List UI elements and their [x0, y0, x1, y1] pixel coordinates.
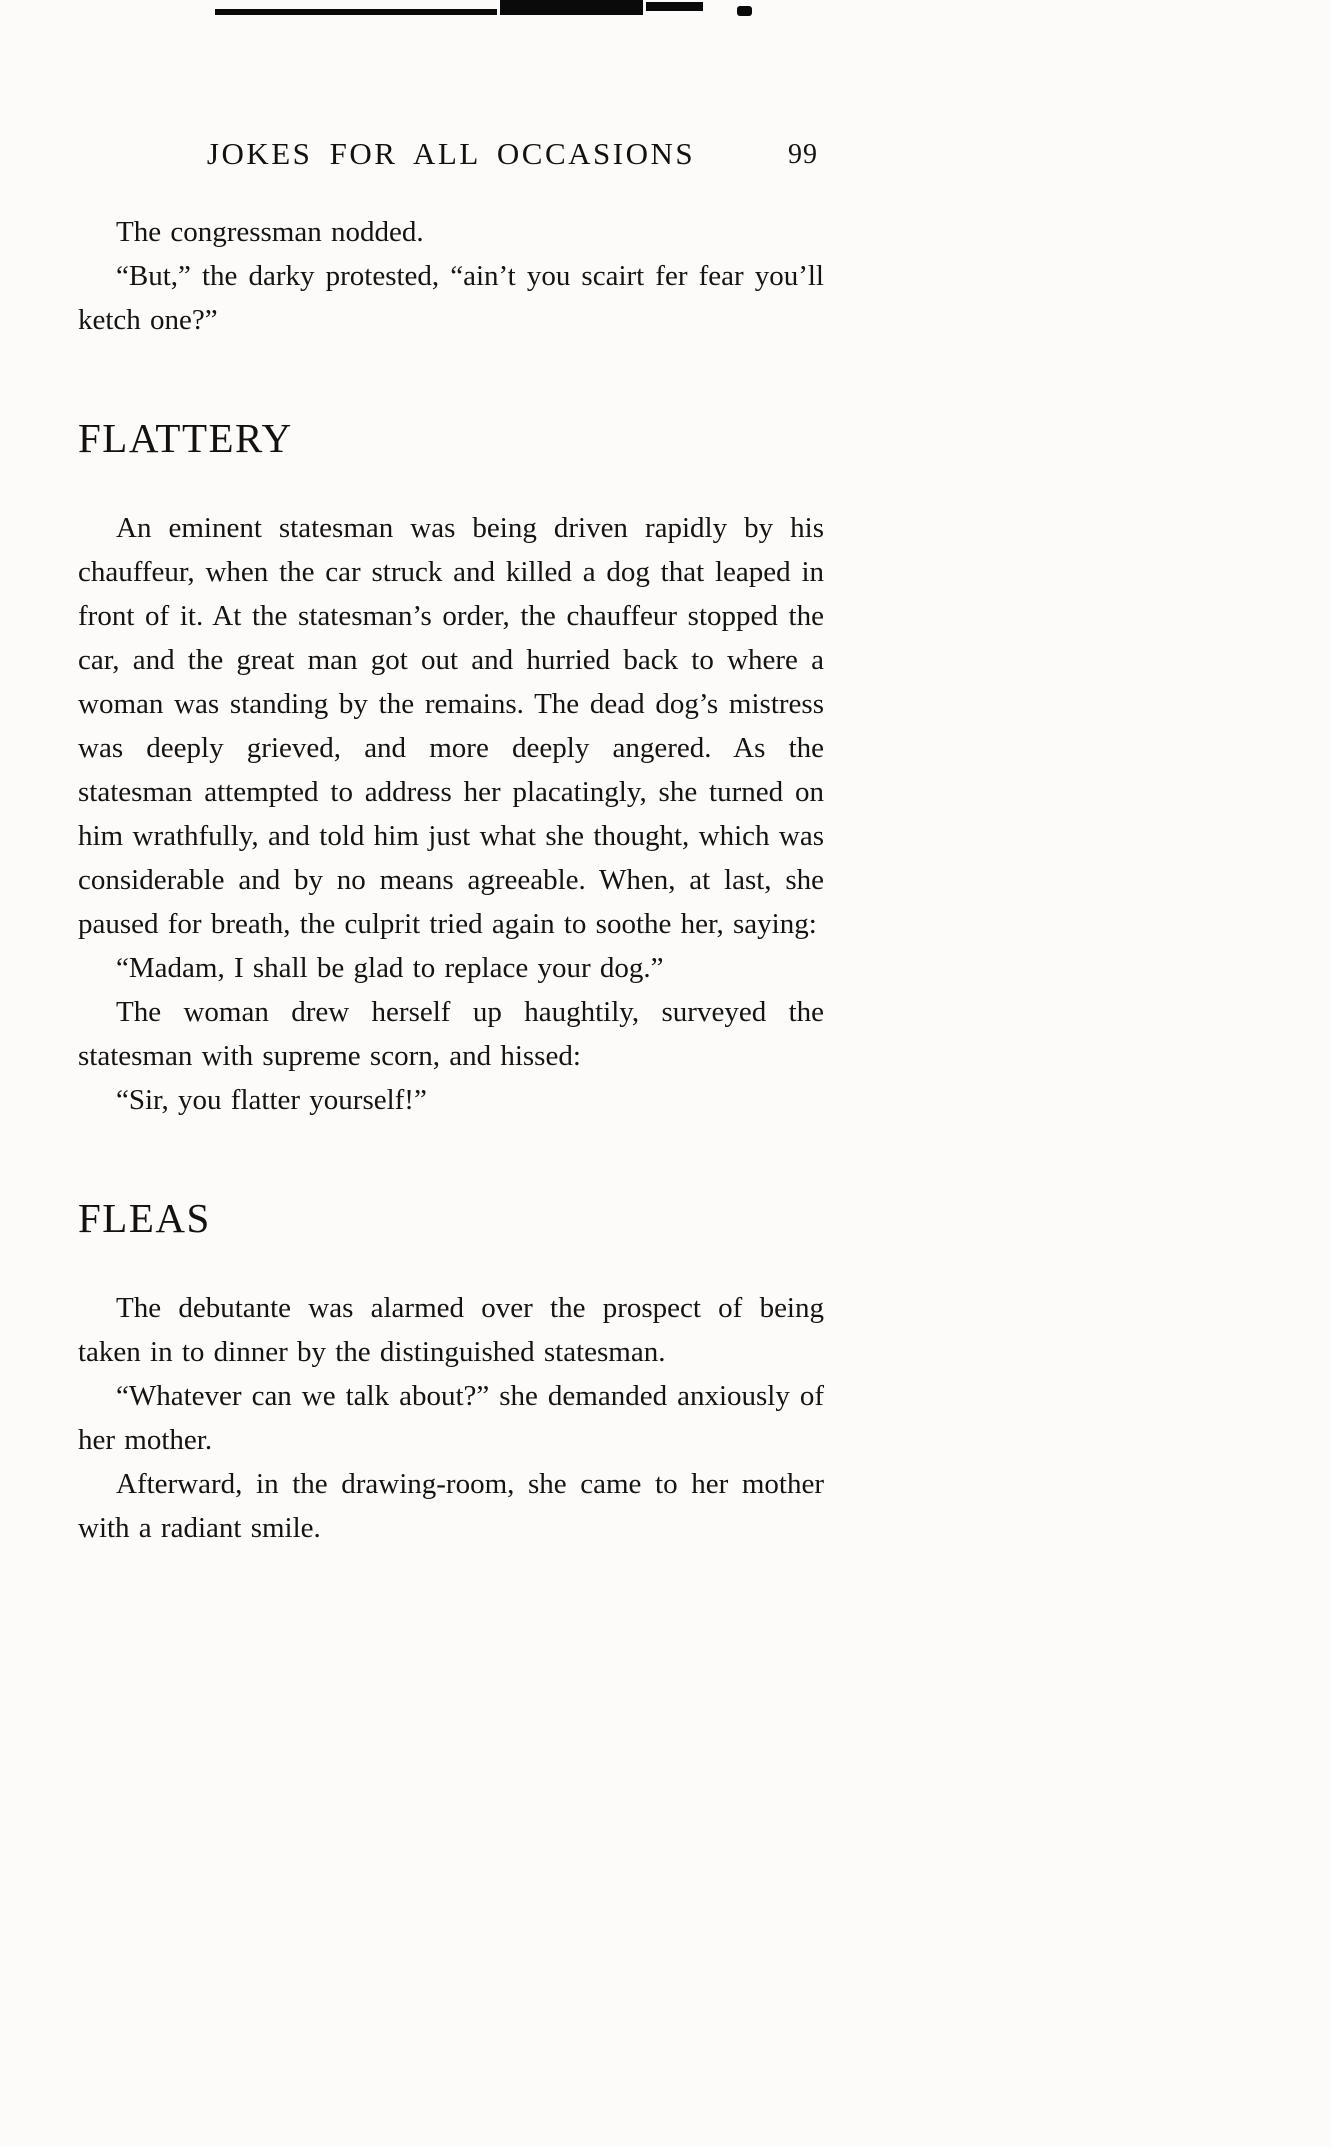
- paragraph: The congressman nodded.: [116, 216, 424, 248]
- paragraph: Afterward, in the drawing-room, she came to her mother with a radiant smile.: [78, 1468, 824, 1544]
- page-number: 99: [788, 139, 818, 170]
- running-title: JOKES FOR ALL OCCASIONS: [206, 136, 696, 171]
- section-heading: FLEAS: [78, 1195, 211, 1241]
- paragraph: The woman drew herself up haughtily, surveyed the statesman with supreme scorn, and hissed:: [78, 996, 824, 1072]
- content-sections: [78, 210, 824, 1550]
- paragraph: “Madam, I shall be glad to replace your dog.”: [116, 952, 664, 984]
- paragraph: The debutante was alarmed over the prospect of being taken in to dinner by the distinguished statesman.: [78, 1292, 824, 1368]
- scan-artifact: [737, 6, 752, 16]
- scan-artifact: [500, 0, 643, 15]
- page-content: [78, 136, 824, 1550]
- paragraph: An eminent statesman was being driven rapidly by his chauffeur, when the car struck and killed a dog that leaped in front of it. At the statesman’s order, the chauffeur stopped the car, and the great man got out and hurried back to where a woman was standing by the remains. The dead dog’s mistress was deeply grieved, and more deeply angered. As the statesman attempted to address her placatingly, she turned on him wrathfully, and told him just what she thought, which was considerable and by no means agreeable. When, at last, she paused for breath, the culprit tried again to soothe her, saying:: [78, 512, 824, 940]
- paragraph: “But,” the darky protested, “ain’t you scairt fer fear you’ll ketch one?”: [78, 260, 824, 336]
- page-header: [78, 136, 824, 180]
- scan-artifact: [215, 9, 497, 15]
- paragraph: “Sir, you flatter yourself!”: [116, 1084, 427, 1116]
- section-heading: FLATTERY: [78, 415, 293, 461]
- scan-artifact: [646, 2, 703, 11]
- paragraph: “Whatever can we talk about?” she demanded anxiously of her mother.: [78, 1380, 824, 1456]
